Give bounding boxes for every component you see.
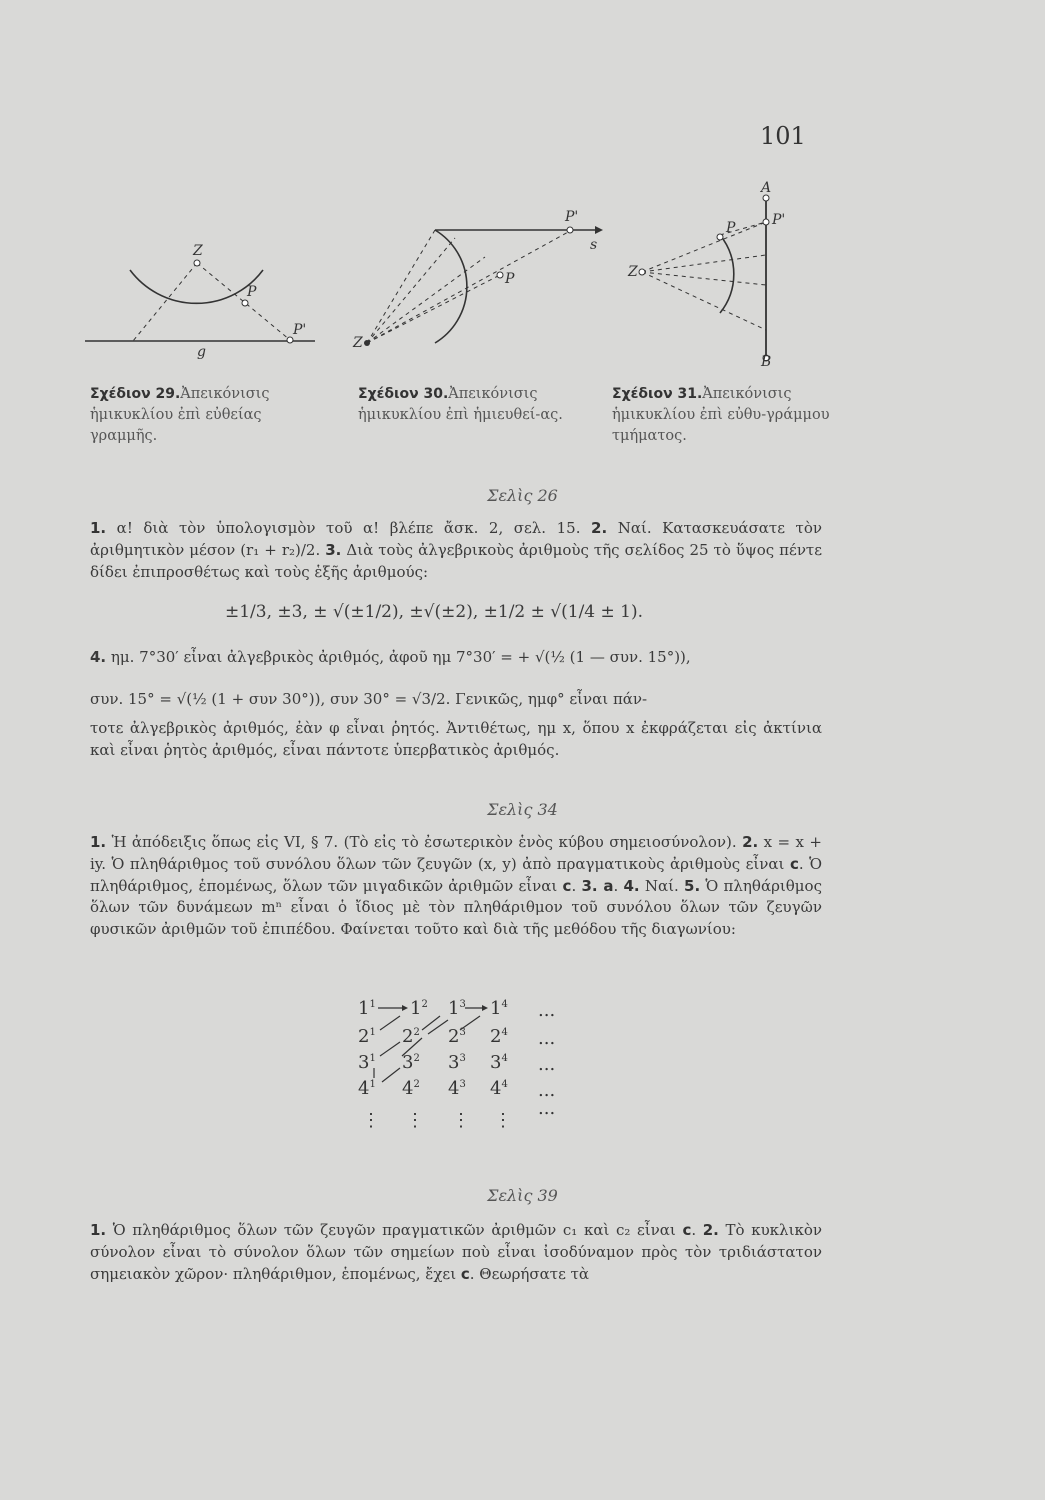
fig29-label-z: Z	[193, 243, 203, 259]
diag-cell: $2^3$	[448, 1026, 466, 1047]
figure-30-caption: Σχέδιον 30.Ἀπεικόνισις ἡμικυκλίου ἐπὶ ἡμιευθεί-ας.	[358, 386, 563, 423]
fig29-label-p: P	[247, 284, 257, 300]
diag-ellipsis: ...	[538, 1028, 556, 1049]
section-26-paragraph: 1. α! διὰ τὸν ὑπολογισμὸν τοῦ α! βλέπε ἄσκ. 2, σελ. 15. 2. Ναί. Κατασκευάσατε τὸν ἀριθμητικὸν μέσον (r₁ + r₂)/2. 3. Διὰ τοὺς ἀλγεβρικοὺς ἀριθμοὺς τῆς σελίδος 25 τὸ ὕψος πέντε δίδει ἐπιπροσθέτως καὶ τοὺς ἑξῆς ἀριθμούς:	[90, 519, 823, 581]
diag-cell: $3^1$	[358, 1052, 376, 1073]
section-26-closing: τοτε ἀλγεβρικὸς ἀριθμός, ἐὰν φ εἶναι ῥητός. Ἀντιθέτως, ημ x, ὅπου x ἐκφράζεται εἰς ἀκτίνια καὶ εἶναι ῥητὸς ἀριθμός, εἶναι πάντοτε ὑπερβατικὸς ἀριθμός.	[90, 719, 822, 759]
fig30-label-p: P	[505, 271, 515, 287]
section-34-paragraph: 1. Ἡ ἀπόδειξις ὅπως εἰς VI, § 7. (Τὸ εἰς τὸ ἐσωτερικὸν ἑνὸς κύβου σημειοσύνολον). 2. x = x + iy. Ὁ πληθάριθμος τοῦ συνόλου ὅλων τῶν ζευγῶν (x, y) ἀπὸ πραγματικοὺς ἀριθμοὺς εἶναι c. Ὁ πληθάριθμος, ἑπομένως, ὅλων τῶν μιγαδικῶν ἀριθμῶν εἶναι c. 3. a. 4. Ναί. 5. Ὁ πληθάριθμος ὅλων τῶν δυνάμεων mⁿ εἶναι ὁ ἴδιος μὲ τὸν πληθάριθμον τοῦ συνόλου ὅλων τῶν ζευγῶν φυσικῶν ἀριθμῶν τοῦ ἐπιπέδου. Φαίνεται τοῦτο καὶ διὰ τῆς μεθόδου τῆς διαγωνίου:	[90, 833, 822, 939]
diag-ellipsis: ...	[538, 1000, 556, 1021]
diag-cell: $3^3$	[448, 1052, 466, 1073]
algebraic-numbers-formula: ±1/3, ±3, ± √(±1/2), ±√(±2), ±1/2 ± √(1/4 ± 1).	[225, 602, 644, 622]
fig31-label-p: P	[726, 220, 736, 236]
diag-vdots: ⋮	[494, 1110, 512, 1131]
figure-30-diagram	[345, 205, 615, 355]
figure-31-diagram	[620, 180, 820, 370]
figure-31-caption: Σχέδιον 31.Ἀπεικόνισις ἡμικυκλίου ἐπὶ εὐθυ-γράμμου τμήματος.	[612, 386, 830, 444]
fig29-label-g: g	[197, 344, 206, 360]
section-title-26: Σελὶς 26	[487, 486, 558, 505]
diag-cell: $1^3$	[448, 998, 466, 1019]
diag-cell: $3^4$	[490, 1052, 508, 1073]
fig31-label-p-prime: P'	[772, 212, 786, 228]
diag-cell: $4^3$	[448, 1078, 466, 1099]
diag-cell: $4^4$	[490, 1078, 508, 1099]
diag-cell: $1^4$	[490, 998, 508, 1019]
fig30-label-z: Z	[353, 335, 363, 351]
fig29-label-p-prime: P'	[293, 322, 307, 338]
fig31-label-b: B	[761, 354, 772, 370]
diag-vdots: ⋮	[406, 1110, 424, 1131]
figure-29-caption: Σχέδιον 29.Ἀπεικόνισις ἡμικυκλίου ἐπὶ εὐθείας γραμμῆς.	[90, 386, 270, 444]
diag-ellipsis: ...	[538, 1080, 556, 1101]
diag-cell: $1^2$	[410, 998, 428, 1019]
page-number: 101	[760, 122, 806, 150]
diagonal-method-diagram	[350, 998, 580, 1148]
figure-29-diagram	[85, 230, 325, 360]
fig31-label-a: A	[761, 180, 772, 196]
section-26-item-4: 4. ημ. 7°30′ εἶναι ἀλγεβρικὸς ἀριθμός, ἀφοῦ ημ 7°30′ = + √(½ (1 — συν. 15°)),	[90, 648, 691, 666]
diag-cell: $4^2$	[402, 1078, 420, 1099]
section-title-39: Σελὶς 39	[487, 1186, 558, 1205]
diag-cell: $3^2$	[402, 1052, 420, 1073]
diag-vdots: ⋮	[362, 1110, 380, 1131]
diag-cell: $2^2$	[402, 1026, 420, 1047]
diag-cell: $4^1$	[358, 1078, 376, 1099]
diag-cell: $1^1$	[358, 998, 376, 1019]
diag-vdots: ⋮	[452, 1110, 470, 1131]
section-39-paragraph: 1. Ὁ πληθάριθμος ὅλων τῶν ζευγῶν πραγματικῶν ἀριθμῶν c₁ καὶ c₂ εἶναι c. 2. Τὸ κυκλικὸν σύνολον εἶναι τὸ σύνολον ὅλων τῶν σημείων ποὺ εἶναι ἰσοδύναμον πρὸς τὸν τριδιάστατον σημειακὸν χῶρον· πληθάριθμον, ἑπομένως, ἔχει c. Θεωρήσατε τὰ	[90, 1221, 822, 1283]
diag-cell: $2^4$	[490, 1026, 508, 1047]
diag-ellipsis: ...	[538, 1098, 556, 1119]
fig31-label-z: Z	[628, 264, 638, 280]
diag-cell: $2^1$	[358, 1026, 376, 1047]
section-26-cos-line: συν. 15° = √(½ (1 + συν 30°)), συν 30° = √3/2. Γενικῶς, ημφ° εἶναι πάν-	[90, 690, 648, 708]
diag-ellipsis: ...	[538, 1054, 556, 1075]
fig30-label-p-prime: P'	[565, 209, 579, 225]
section-title-34: Σελὶς 34	[487, 800, 558, 819]
fig30-label-s: s	[590, 237, 598, 253]
